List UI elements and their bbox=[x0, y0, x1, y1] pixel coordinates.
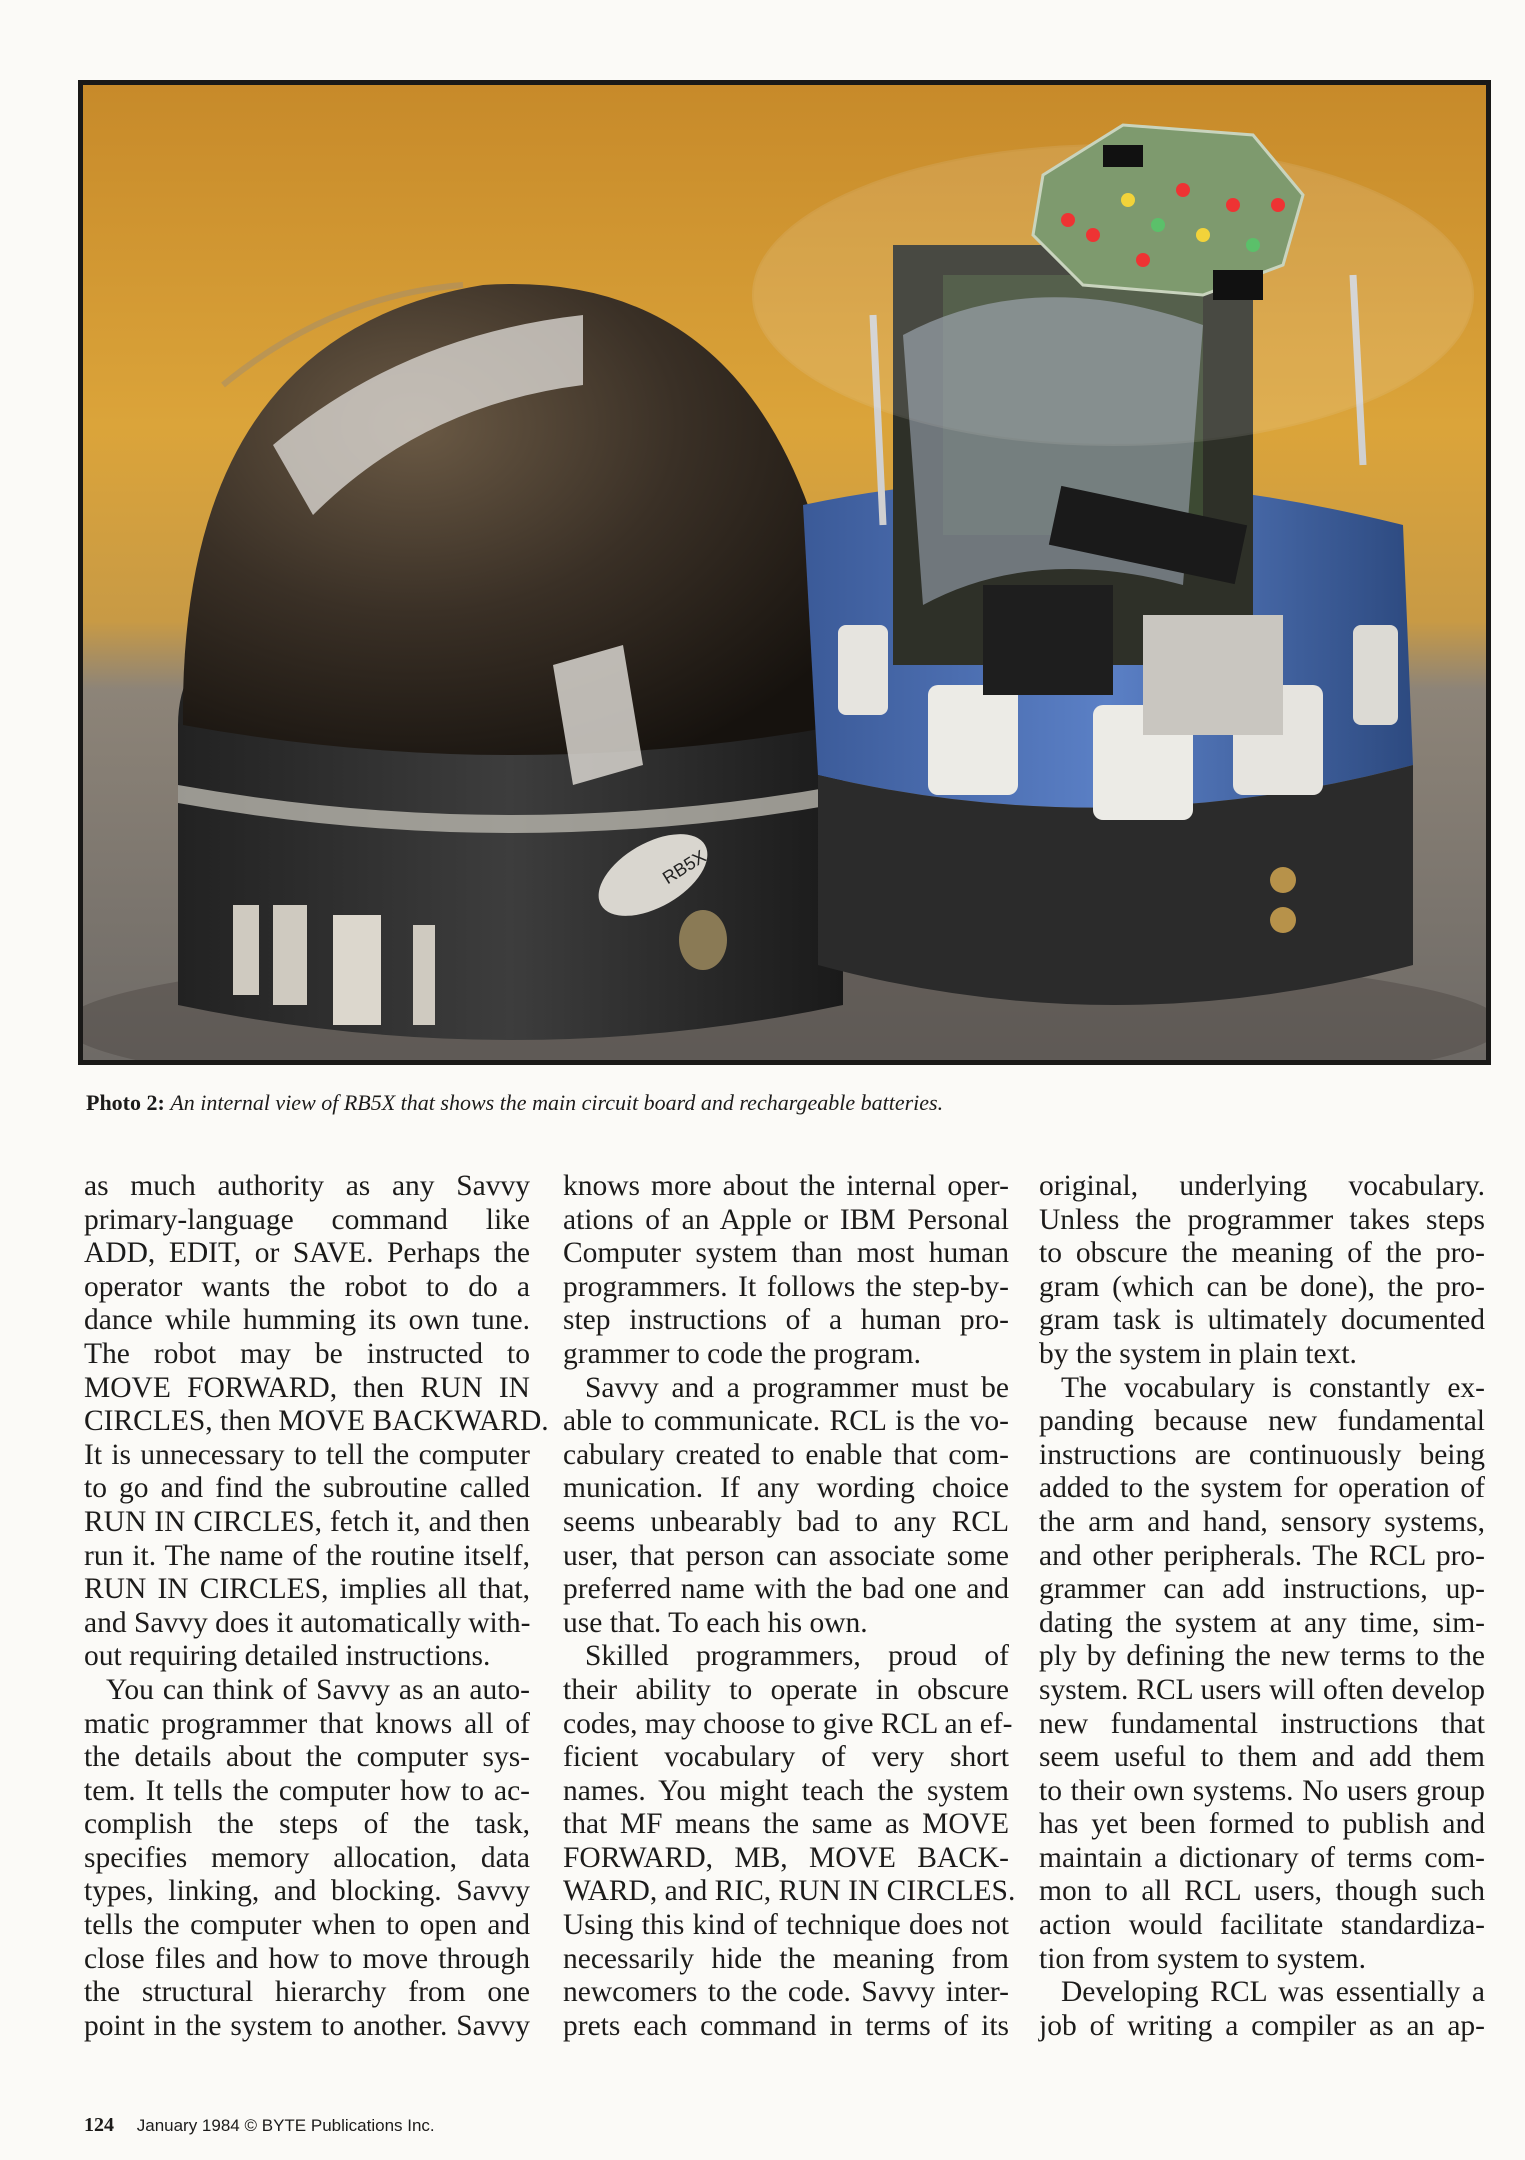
text-line: Unless the programmer takes steps bbox=[1039, 1203, 1485, 1236]
text-line: to go and find the subroutine called bbox=[84, 1472, 530, 1505]
text-line: run it. The name of the routine itself, bbox=[84, 1539, 530, 1572]
text-line: grammer can add instructions, up- bbox=[1039, 1573, 1485, 1606]
text-line: Using this kind of technique does not bbox=[563, 1909, 1009, 1942]
text-line: added to the system for operation of bbox=[1039, 1472, 1485, 1505]
text-line: newcomers to the code. Savvy inter- bbox=[563, 1976, 1009, 2009]
text-line: out requiring detailed instructions. bbox=[84, 1640, 491, 1673]
text-line: gram (which can be done), the pro- bbox=[1039, 1270, 1485, 1303]
text-line: seems unbearably bad to any RCL bbox=[563, 1505, 1009, 1538]
text-line: FORWARD, MB, MOVE BACK- bbox=[563, 1841, 1009, 1874]
text-line: Developing RCL was essentially a bbox=[1061, 1976, 1485, 2009]
text-line: dance while humming its own tune. bbox=[84, 1304, 530, 1337]
text-line: necessarily hide the meaning from bbox=[563, 1942, 1009, 1975]
text-line: WARD, and RIC, RUN IN CIRCLES. bbox=[563, 1875, 1016, 1908]
text-line: CIRCLES, then MOVE BACKWARD. bbox=[84, 1405, 549, 1438]
text-line: by the system in plain text. bbox=[1039, 1337, 1357, 1370]
text-line: munication. If any wording choice bbox=[563, 1472, 1009, 1505]
text-line: maintain a dictionary of terms com- bbox=[1039, 1841, 1485, 1874]
text-line: specifies memory allocation, data bbox=[84, 1841, 530, 1874]
text-line: prets each command in terms of its bbox=[563, 2009, 1009, 2042]
text-line: Skilled programmers, proud of bbox=[585, 1640, 1009, 1673]
text-line: The vocabulary is constantly ex- bbox=[1061, 1371, 1485, 1404]
footer-text: January 1984 © BYTE Publications Inc. bbox=[136, 2116, 435, 2135]
text-line: panding because new fundamental bbox=[1039, 1405, 1485, 1438]
text-line: has yet been formed to publish and bbox=[1039, 1808, 1485, 1841]
text-line: You can think of Savvy as an auto- bbox=[106, 1673, 530, 1706]
text-line: knows more about the internal oper- bbox=[563, 1170, 1009, 1202]
text-line: that MF means the same as MOVE bbox=[563, 1808, 1009, 1841]
text-line: mon to all RCL users, though such bbox=[1039, 1875, 1485, 1908]
text-line: to obscure the meaning of the pro- bbox=[1039, 1237, 1485, 1270]
text-line: names. You might teach the system bbox=[563, 1774, 1009, 1807]
text-line: grammer to code the program. bbox=[563, 1337, 921, 1370]
text-line: and other peripherals. The RCL pro- bbox=[1039, 1539, 1485, 1572]
text-line: the details about the computer sys- bbox=[84, 1741, 530, 1774]
text-line: the structural hierarchy from one bbox=[84, 1976, 530, 2009]
text-line: MOVE FORWARD, then RUN IN bbox=[84, 1371, 530, 1404]
text-line: operator wants the robot to do a bbox=[84, 1270, 530, 1303]
text-line: matic programmer that knows all of bbox=[84, 1707, 530, 1740]
text-line: and Savvy does it automatically with- bbox=[84, 1606, 531, 1639]
article-column-3 bbox=[1039, 1170, 1485, 2043]
text-line: to their own systems. No users group bbox=[1039, 1774, 1485, 1807]
text-line: original, underlying vocabulary. bbox=[1039, 1170, 1485, 1202]
text-line: as much authority as any Savvy bbox=[84, 1170, 530, 1202]
text-line: complish the steps of the task, bbox=[84, 1808, 530, 1841]
text-line: programmers. It follows the step-by- bbox=[563, 1270, 1009, 1303]
text-line: ations of an Apple or IBM Personal bbox=[563, 1203, 1009, 1236]
text-line: Savvy and a programmer must be bbox=[585, 1371, 1009, 1404]
text-line: instructions are continuously being bbox=[1039, 1438, 1485, 1471]
text-line: RUN IN CIRCLES, fetch it, and then bbox=[84, 1505, 530, 1538]
text-line: tells the computer when to open and bbox=[84, 1909, 530, 1942]
text-line: use that. To each his own. bbox=[563, 1606, 868, 1639]
article-column-1 bbox=[84, 1170, 549, 2043]
text-line: The robot may be instructed to bbox=[84, 1337, 530, 1370]
text-line: job of writing a compiler as an ap- bbox=[1039, 2009, 1485, 2042]
text-line: the arm and hand, sensory systems, bbox=[1039, 1505, 1485, 1538]
article-column-2 bbox=[563, 1170, 1016, 2043]
text-line: seem useful to them and add them bbox=[1039, 1741, 1485, 1774]
text-line: tion from system to system. bbox=[1039, 1942, 1366, 1975]
text-line: gram task is ultimately documented bbox=[1039, 1304, 1485, 1337]
text-line: able to communicate. RCL is the vo- bbox=[563, 1405, 1009, 1438]
text-line: types, linking, and blocking. Savvy bbox=[84, 1875, 530, 1908]
text-line: preferred name with the bad one and bbox=[563, 1573, 1009, 1606]
text-line: their ability to operate in obscure bbox=[563, 1673, 1009, 1706]
text-line: cabulary created to enable that com- bbox=[563, 1438, 1009, 1471]
text-line: Computer system than most human bbox=[563, 1237, 1009, 1270]
text-line: codes, may choose to give RCL an ef- bbox=[563, 1707, 1013, 1740]
robot-illustration bbox=[83, 85, 1486, 1060]
text-line: step instructions of a human pro- bbox=[563, 1304, 1009, 1337]
photo-caption bbox=[86, 1090, 943, 1116]
text-line: ficient vocabulary of very short bbox=[563, 1741, 1009, 1774]
text-line: primary-language command like bbox=[84, 1203, 530, 1236]
text-line: tem. It tells the computer how to ac- bbox=[84, 1774, 530, 1807]
page-number: 124 bbox=[84, 2114, 114, 2136]
text-line: point in the system to another. Savvy bbox=[84, 2009, 530, 2042]
text-line: close files and how to move through bbox=[84, 1942, 530, 1975]
page-footer bbox=[84, 2114, 435, 2137]
text-line: ADD, EDIT, or SAVE. Perhaps the bbox=[84, 1237, 530, 1270]
text-line: user, that person can associate some bbox=[563, 1539, 1009, 1572]
text-line: RUN IN CIRCLES, implies all that, bbox=[84, 1573, 530, 1606]
caption-label: Photo 2: bbox=[86, 1090, 165, 1115]
text-line: system. RCL users will often develop bbox=[1039, 1673, 1485, 1706]
robot-photo bbox=[78, 80, 1491, 1065]
text-line: action would facilitate standardiza- bbox=[1039, 1909, 1485, 1942]
text-line: new fundamental instructions that bbox=[1039, 1707, 1485, 1740]
caption-text: An internal view of RB5X that shows the main circuit board and rechargeable batteries. bbox=[170, 1090, 944, 1115]
text-line: It is unnecessary to tell the computer bbox=[84, 1438, 530, 1471]
text-line: ply by defining the new terms to the bbox=[1039, 1640, 1485, 1673]
text-line: dating the system at any time, sim- bbox=[1039, 1606, 1485, 1639]
robot-badge: RB5X bbox=[659, 846, 710, 889]
